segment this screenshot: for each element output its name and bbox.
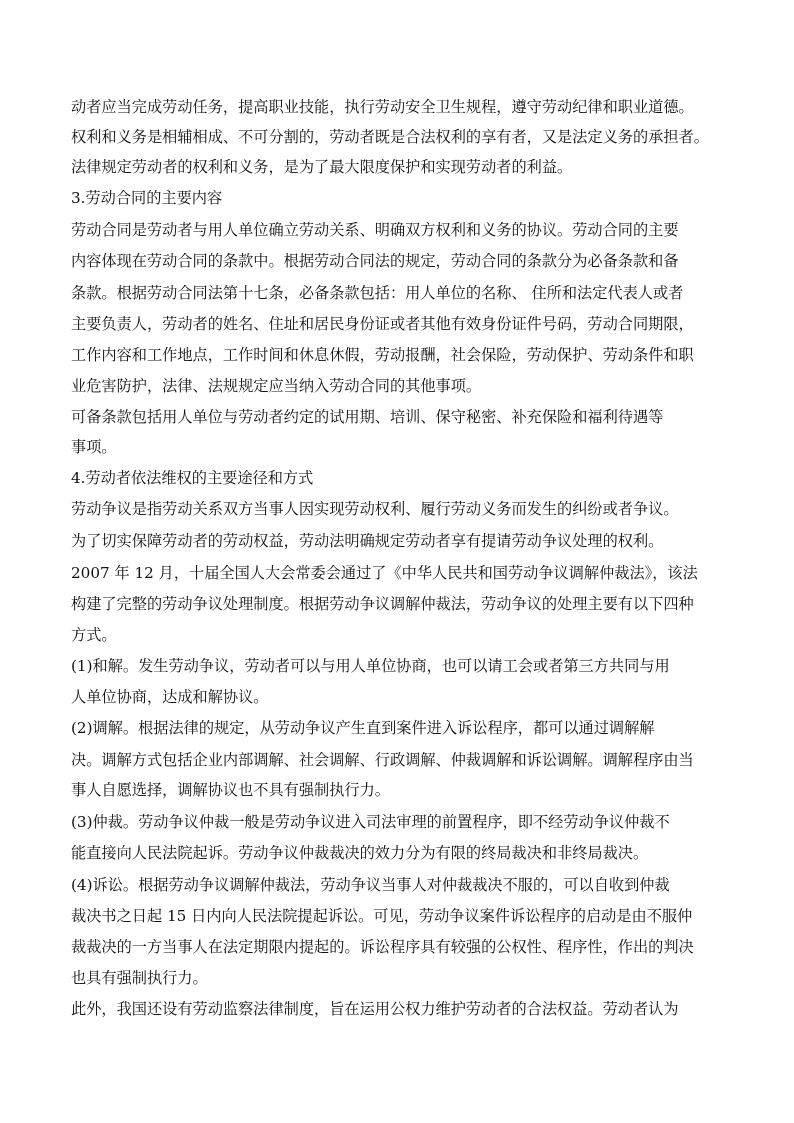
section-heading: 4.劳动者依法维权的主要途径和方式	[71, 469, 314, 487]
text-line: (1)和解。发生劳动争议，劳动者可以与用人单位协商，也可以请工会或者第三方共同与用	[71, 657, 670, 675]
text-line: 劳动合同是劳动者与用人单位确立劳动关系、明确双方权利和义务的协议。劳动合同的主要	[71, 221, 679, 239]
text-line: 构建了完整的劳动争议处理制度。根据劳动争议调解仲裁法，劳动争议的处理主要有以下四种	[71, 595, 694, 613]
text-line: 也具有强制执行力。	[71, 969, 208, 987]
text-line: 为了切实保障劳动者的劳动权益，劳动法明确规定劳动者享有提请劳动争议处理的权利。	[71, 532, 664, 550]
text-line: 裁裁决的一方当事人在法定期限内提起的。诉讼程序具有较强的公权性、程序性，作出的判决	[71, 938, 694, 956]
text-line: 事人自愿选择，调解协议也不具有强制执行力。	[71, 781, 390, 799]
text-line: (4)诉讼。根据劳动争议调解仲裁法，劳动争议当事人对仲裁裁决不服的，可以自收到仲裁	[71, 876, 670, 894]
text-line: (2)调解。根据法律的规定，从劳动争议产生直到案件进入诉讼程序，都可以通过调解解	[71, 719, 655, 737]
text-line: 主要负责人，劳动者的姓名、住址和居民身份证或者其他有效身份证件号码，劳动合同期限，	[71, 315, 694, 333]
text-line: 动者应当完成劳动任务，提高职业技能，执行劳动安全卫生规程，遵守劳动纪律和职业道德。	[71, 98, 694, 116]
text-line: 人单位协商，达成和解协议。	[71, 688, 269, 706]
text-line: 内容体现在劳动合同的条款中。根据劳动合同法的规定，劳动合同的条款分为必备条款和备	[71, 252, 679, 270]
text-line: 能直接向人民法院起诉。劳动争议仲裁裁决的效力分为有限的终局裁决和非终局裁决。	[71, 844, 649, 862]
text-line: 条款。根据劳动合同法第十七条，必备条款包括：用人单位的名称、 住所和法定代表人或者	[71, 284, 684, 302]
text-line: 事项。	[71, 438, 117, 456]
text-line: 方式。	[71, 626, 117, 644]
text-line: 决。调解方式包括企业内部调解、社会调解、行政调解、仲裁调解和诉讼调解。调解程序由当	[71, 751, 694, 769]
text-line: 工作内容和工作地点，工作时间和休息休假，劳动报酬，社会保险，劳动保护、劳动条件和职	[71, 346, 694, 364]
text-line: 权利和义务是相辅相成、不可分割的，劳动者既是合法权利的享有者，又是法定义务的承担者。	[71, 128, 709, 146]
text-line: 法律规定劳动者的权利和义务，是为了最大限度保护和实现劳动者的利益。	[71, 158, 573, 176]
text-line: 此外，我国还设有劳动监察法律制度，旨在运用公权力维护劳动者的合法权益。劳动者认为	[71, 1000, 679, 1018]
text-line: 可备条款包括用人单位与劳动者约定的试用期、培训、保守秘密、补充保险和福利待遇等	[71, 408, 664, 426]
text-line: 业危害防护，法律、法规规定应当纳入劳动合同的其他事项。	[71, 377, 482, 395]
text-line: (3)仲裁。劳动争议仲裁一般是劳动争议进入司法审理的前置程序，即不经劳动争议仲裁不	[71, 813, 670, 831]
text-line: 裁决书之日起 15 日内向人民法院提起诉讼。可见，劳动争议案件诉讼程序的启动是由不服仲	[71, 907, 693, 925]
section-heading: 3.劳动合同的主要内容	[71, 189, 223, 207]
text-line: 劳动争议是指劳动关系双方当事人因实现劳动权利、履行劳动义务而发生的纠纷或者争议。	[71, 500, 679, 518]
text-line: 2007 年 12 月，十届全国人大会常委会通过了《中华人民共和国劳动争议调解仲裁法》，该法	[71, 564, 698, 582]
